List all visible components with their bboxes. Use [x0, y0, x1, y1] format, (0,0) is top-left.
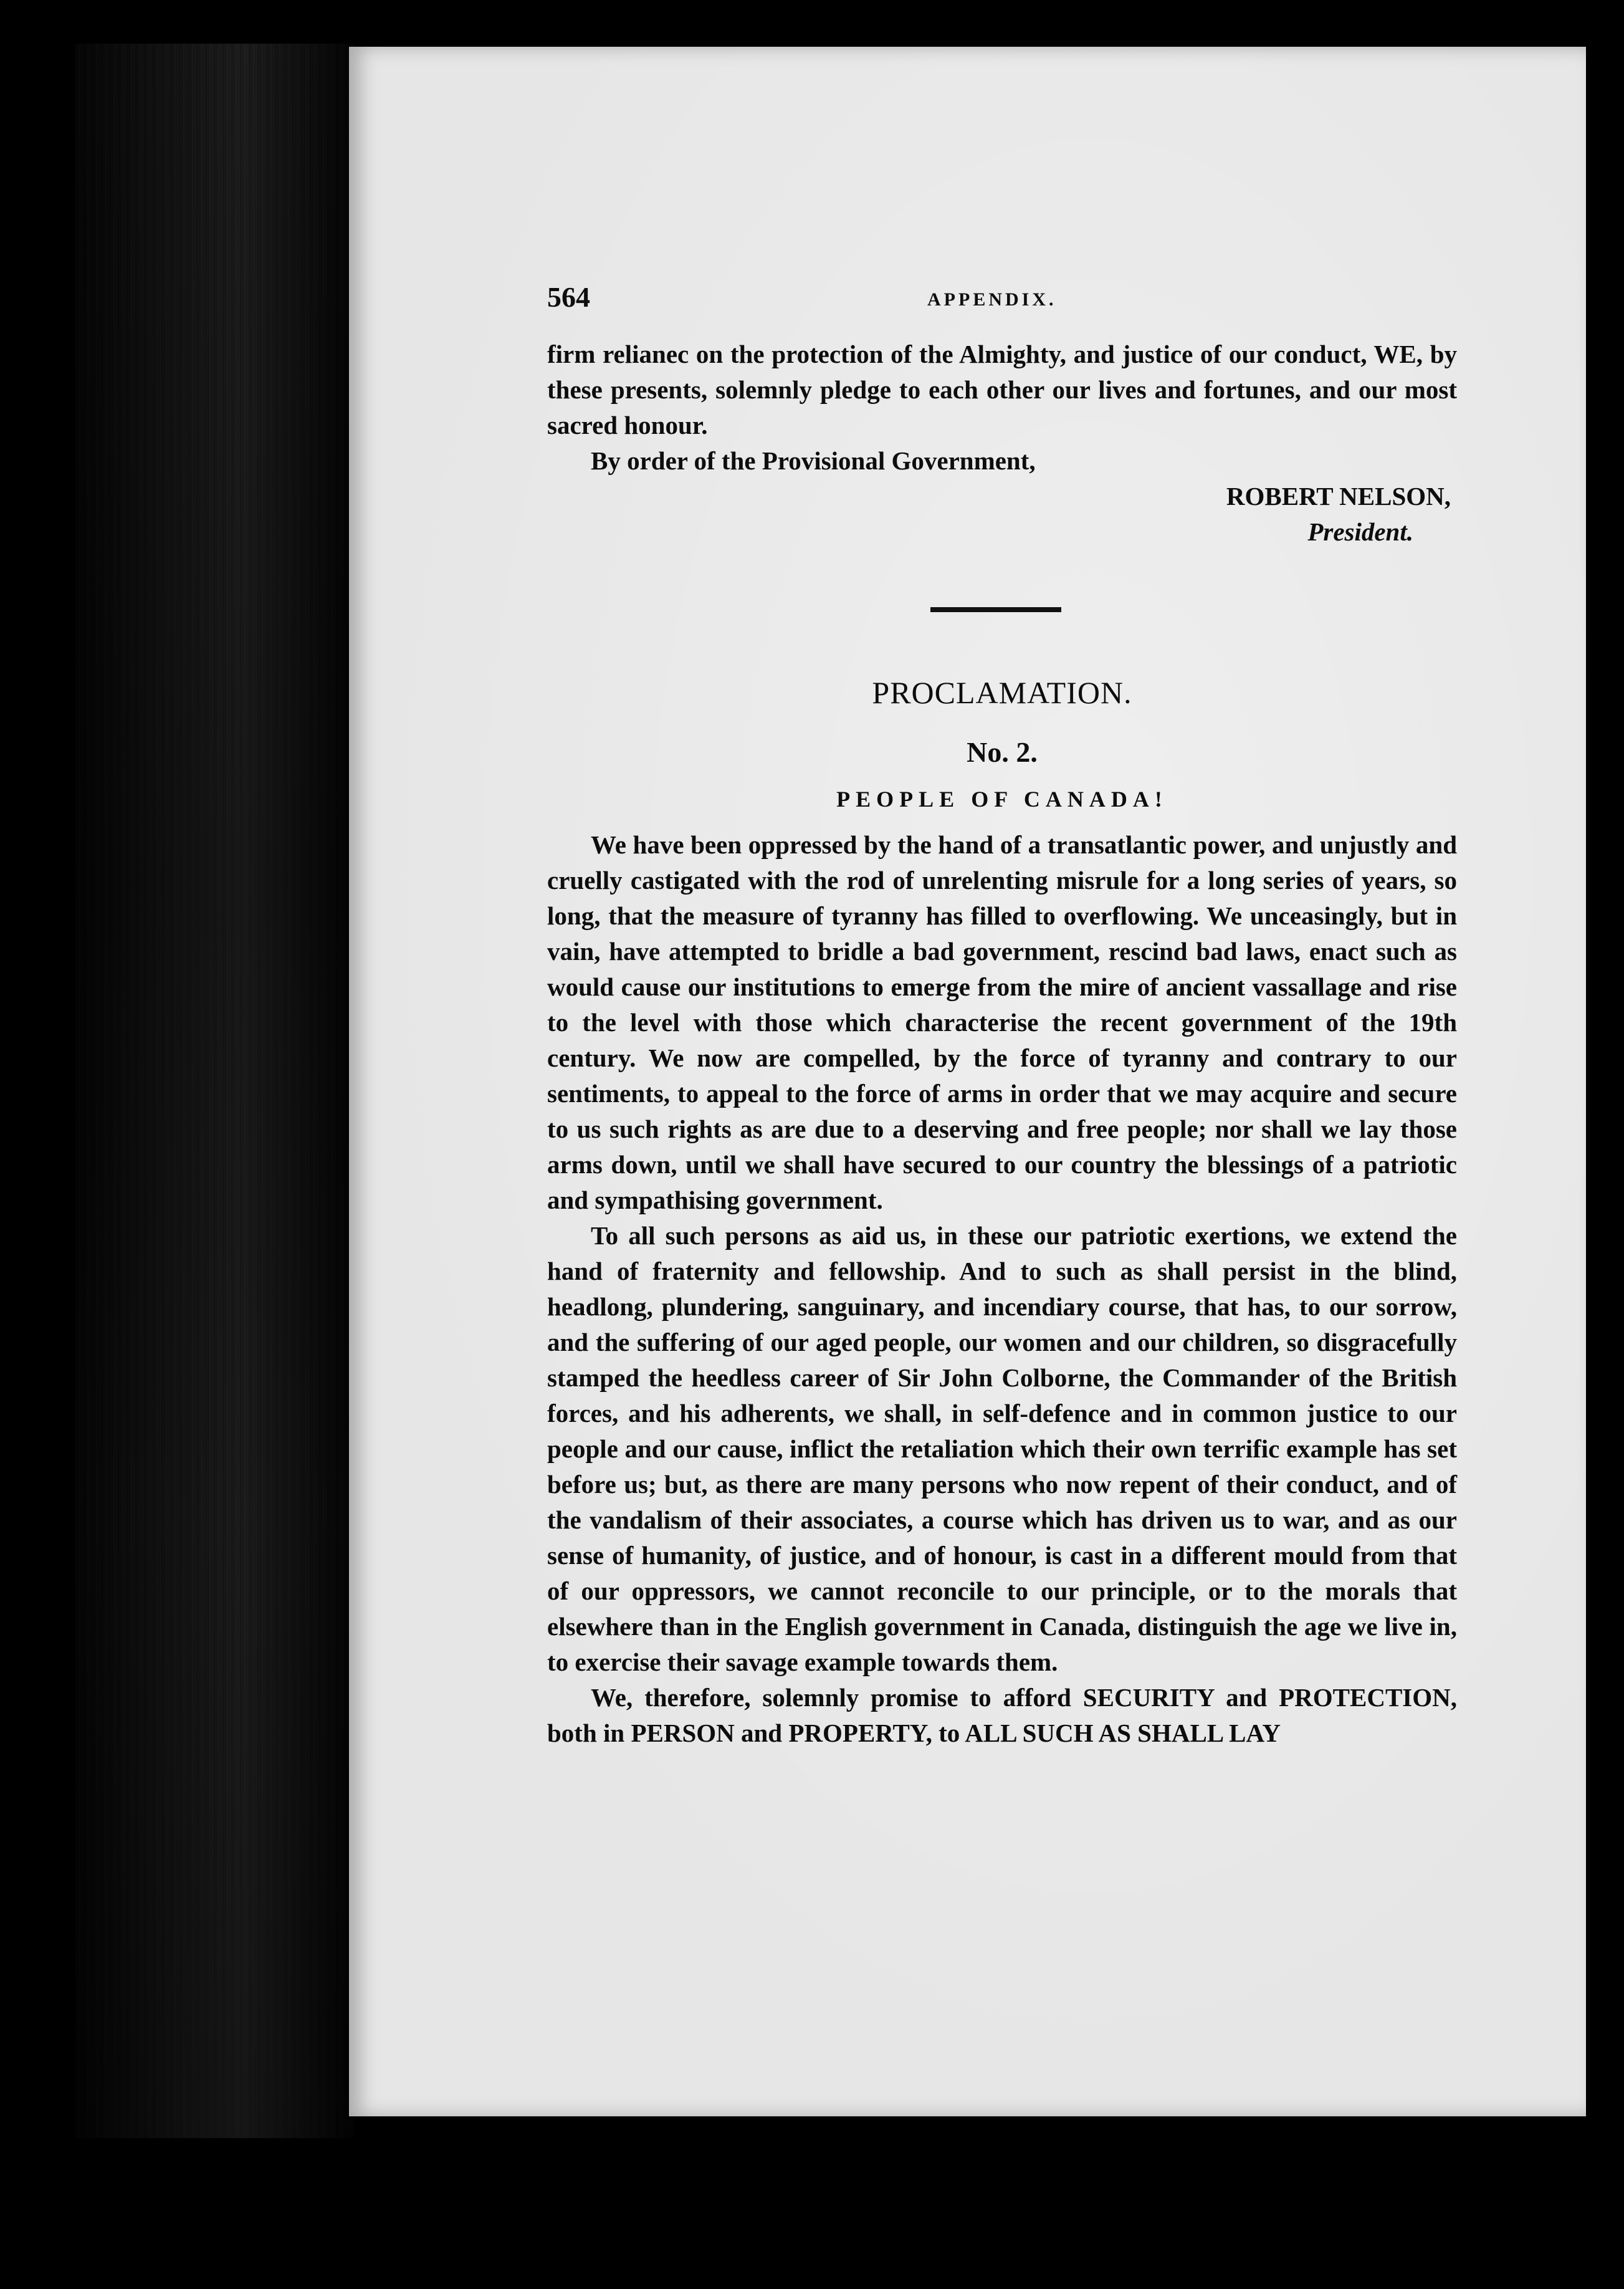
page-number: 564 — [547, 281, 590, 313]
paragraph-3: We, therefore, solemnly promise to afford SECURITY and PROTECTION, both in PERSON and PROPERTY, to ALL SUCH AS SHALL LAY — [547, 1683, 1457, 1747]
order-line: By order of the Provisional Government, — [591, 446, 1036, 475]
signatory-name: ROBERT NELSON, — [1226, 482, 1451, 511]
proclamation-heading: PROCLAMATION. — [872, 675, 1132, 710]
running-title: APPENDIX. — [927, 289, 1057, 310]
paragraph-2: To all such persons as aid us, in these our patriotic exertions, we extend the hand of fraternity and fellowship. And to such as shall persist in the blind, headlong, plundering, sanguinary, and incendiary course, that has, to our sorrow, and the suffering of our aged people, our women and our children, so disgracefully stamped the heedless career of Sir John Colborne, the Commander of the British forces, and his adherents, we shall, in self-defence and in common justice to our people and our cause, inflict the retaliation which their own terrific example has set before us; but, as there are many persons who now repent of their conduct, and of the vandalism of their associates, a course which has driven us to war, and as our sense of humanity, of justice, and of honour, is cast in a different mould from that of our oppressors, we cannot reconcile to our principle, or to the morals that elsewhere than in the English government in Canada, distinguish the age we live in, to exercise their savage example towards them. — [547, 1221, 1457, 1676]
section-divider — [930, 607, 1061, 612]
book-fore-edge — [75, 44, 355, 2138]
proclamation-address: PEOPLE OF CANADA! — [836, 787, 1168, 812]
page-text-block — [547, 281, 1457, 1751]
continuation-paragraph: firm relianec on the protection of the Almighty, and justice of our conduct, WE, by these presents, solemnly pledge to each other our lives and fortunes, and our most sacred honour. — [547, 340, 1457, 439]
running-head — [547, 281, 1457, 337]
paragraph-1: We have been oppressed by the hand of a transatlantic power, and unjustly and cruelly castigated with the rod of unrelenting misrule for a long series of years, so long, that the measure of tyranny has filled to overflowing. We unceasingly, but in vain, have attempted to bridle a bad government, rescind bad laws, enact such as would cause our institutions to emerge from the mire of ancient vassallage and rise to the level with those which characterise the recent government of the 19th century. We now are compelled, by the force of tyranny and contrary to our sentiments, to appeal to the force of arms in order that we may acquire and secure to us such rights as are due to a deserving and free people; nor shall we lay those arms down, until we shall have secured to our country the blessings of a patriotic and sympathising government. — [547, 830, 1457, 1214]
signatory-title: President. — [1307, 517, 1413, 546]
proclamation-number: No. 2. — [967, 736, 1038, 768]
